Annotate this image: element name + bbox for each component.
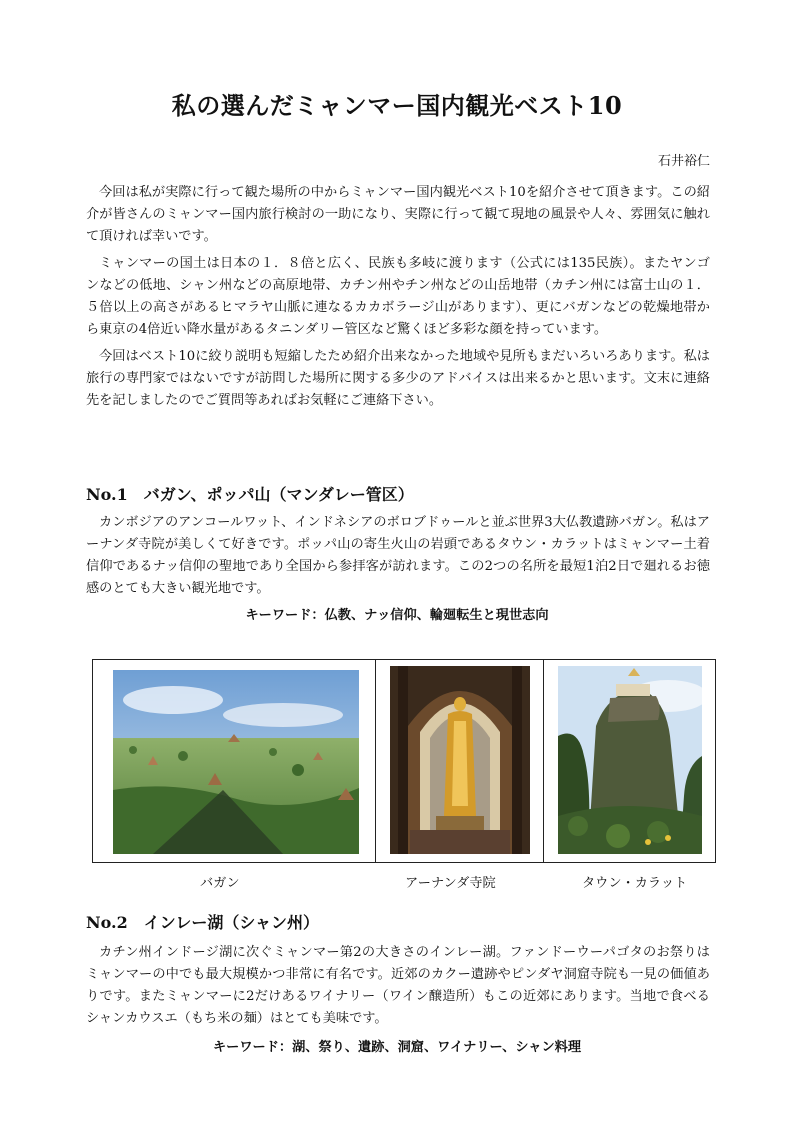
intro-text: [86, 182, 710, 417]
section-1-keywords: キーワード：仏教、ナッ信仰、輪廻転生と現世志向: [245, 608, 549, 623]
section-1-text-block: [86, 512, 710, 605]
photo-cell-bagan: [93, 660, 376, 862]
photo-cell-ananda: [376, 660, 543, 862]
intro-paragraph-3: 今回はベスト10に絞り説明も短縮したため紹介出来なかった地域や見所もまだいろいろあります。私は旅行の専門家ではないですが訪問した場所に関する多少のアドバイスは出来るかと思います。文末に連絡先を記しましたのでご質問等あればお気軽にご連絡下さい。: [86, 349, 710, 408]
section-2-heading: No.2 インレー湖（シャン州）: [86, 913, 319, 932]
ananda-temple-buddha-photo: [390, 666, 530, 854]
photo-table: [92, 659, 716, 863]
photo-caption-bagan: バガン: [200, 876, 240, 891]
intro-paragraph-1: 今回は私が実際に行って観た場所の中からミャンマー国内観光ベスト10を紹介させて頂きます。この紹介が皆さんのミャンマー国内旅行検討の一助になり、実際に行って観て現地の風景や人々、雰囲気に触れて頂ければ幸いです。: [86, 185, 710, 244]
section-2-keywords: キーワード：湖、祭り、遺跡、洞窟、ワイナリー、シャン料理: [212, 1040, 582, 1055]
section-2-paragraph: カチン州インドージ湖に次ぐミャンマー第2の大きさのインレー湖。ファンドーウーパゴタのお祭りはミャンマーの中でも最大規模かつ非常に有名です。近郊のカクー遺跡やピンダヤ洞窟寺院も一見の価値ありです。またミャンマーに2だけあるワイナリー（ワイン醸造所）もこの近郊にあります。当地で食べるシャンカウスエ（もち米の麺）はとても美味です。: [86, 945, 710, 1026]
photo-cell-taung-kalat: [544, 660, 715, 862]
section-2-text-block: [86, 942, 710, 1035]
bagan-landscape-photo: [113, 670, 359, 854]
author-name: 石井裕仁: [657, 154, 710, 169]
intro-paragraph-2: ミャンマーの国土は日本の１．８倍と広く、民族も多岐に渡ります（公式には135民族）。またヤンゴンなどの低地、シャン州などの高原地帯、カチン州やチン州などの山岳地帯（カチン州には富士山の１．５倍以上の高さがあるヒマラヤ山脈に連なるカカボラージ山があります）、更にバガンなどの乾燥地帯から東京の4倍近い降水量があるタニンダリー管区など驚くほど多彩な顔を持っています。: [86, 256, 710, 337]
section-1-heading: No.1 バガン、ポッパ山（マンダレー管区）: [86, 485, 414, 504]
photo-caption-ananda: アーナンダ寺院: [405, 876, 496, 891]
photo-caption-taung-kalat: タウン・カラット: [582, 876, 688, 891]
section-1-paragraph: カンボジアのアンコールワット、インドネシアのボロブドゥールと並ぶ世界3大仏教遺跡バガン。私はアーナンダ寺院が美しくて好きです。ポッパ山の寄生火山の岩頭であるタウン・カラットはミャンマー土着信仰であるナッ信仰の聖地であり全国から参拝客が訪れます。この2つの名所を最短1泊2日で廻れるお徳感のとても大きい観光地です。: [86, 515, 710, 596]
document-title: 私の選んだミャンマー国内観光ベスト10: [171, 91, 623, 120]
taung-kalat-photo: [558, 666, 702, 854]
